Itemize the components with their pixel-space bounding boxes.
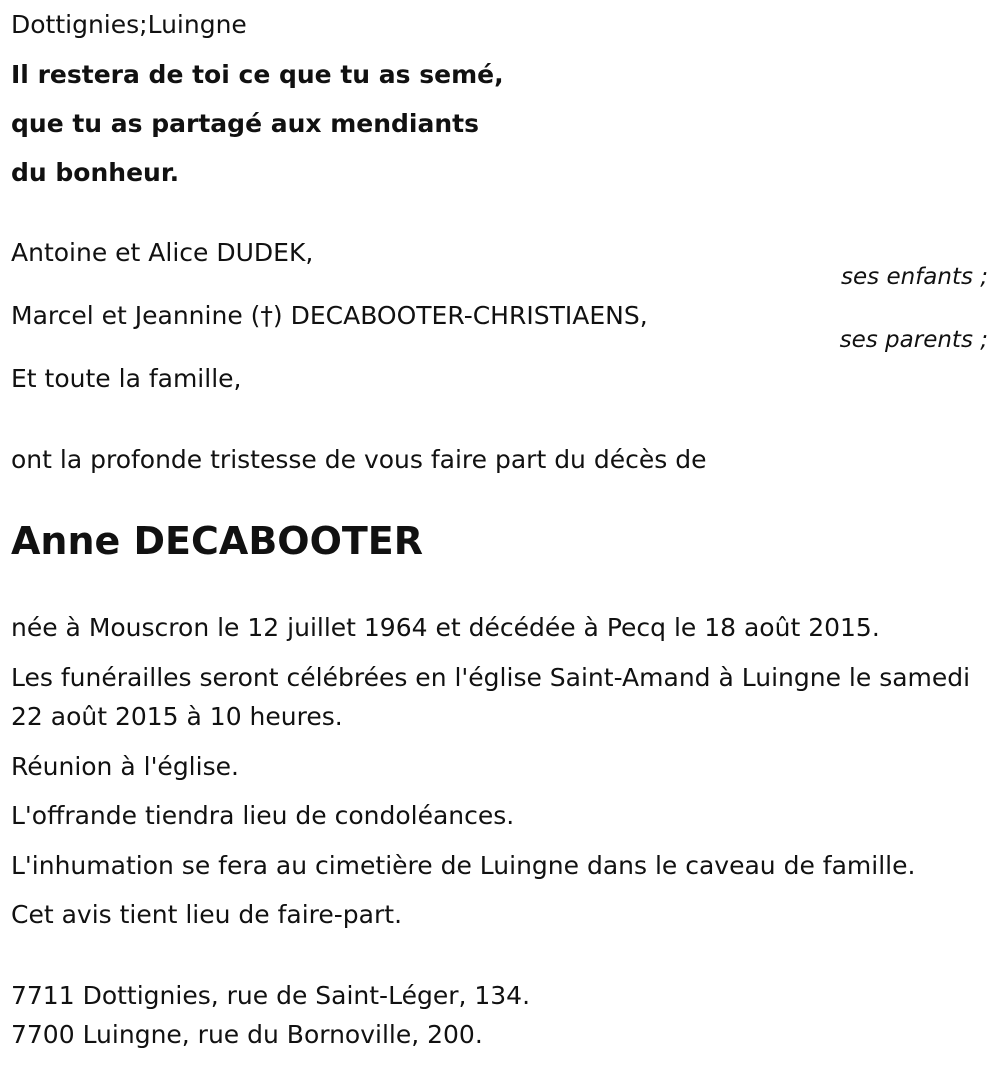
rest-of-family: Et toute la famille, bbox=[11, 364, 242, 393]
funeral-text: Les funérailles seront célébrées en l'église Saint-Amand à Luingne le samedi 22 août 2015 à 10 heures. bbox=[11, 663, 971, 731]
offering-text: L'offrande tiendra lieu de condoléances. bbox=[11, 801, 515, 830]
poem-line-2: que tu as partagé aux mendiants bbox=[11, 109, 479, 138]
poem-line-3: du bonheur. bbox=[11, 158, 180, 187]
address-dottignies: 7711 Dottignies, rue de Saint-Léger, 134. bbox=[11, 981, 531, 1010]
announcement-text: ont la profonde tristesse de vous faire part du décès de bbox=[11, 445, 707, 474]
children-role: ses enfants ; bbox=[841, 264, 988, 290]
meeting-text: Réunion à l'église. bbox=[11, 752, 239, 781]
locations-heading: Dottignies;Luingne bbox=[11, 10, 247, 39]
birth-death-text: née à Mouscron le 12 juillet 1964 et décédée à Pecq le 18 août 2015. bbox=[11, 613, 880, 642]
parents-role: ses parents ; bbox=[839, 327, 988, 353]
burial-text: L'inhumation se fera au cimetière de Luingne dans le caveau de famille. bbox=[11, 851, 916, 880]
notice-text: Cet avis tient lieu de faire-part. bbox=[11, 900, 403, 929]
parents-names: Marcel et Jeannine (†) DECABOOTER-CHRISTIAENS, bbox=[11, 301, 648, 330]
address-luingne: 7700 Luingne, rue du Bornoville, 200. bbox=[11, 1020, 483, 1049]
poem-line-1: Il restera de toi ce que tu as semé, bbox=[11, 60, 504, 89]
children-names: Antoine et Alice DUDEK, bbox=[11, 238, 314, 267]
deceased-name: Anne DECABOOTER bbox=[11, 519, 424, 563]
